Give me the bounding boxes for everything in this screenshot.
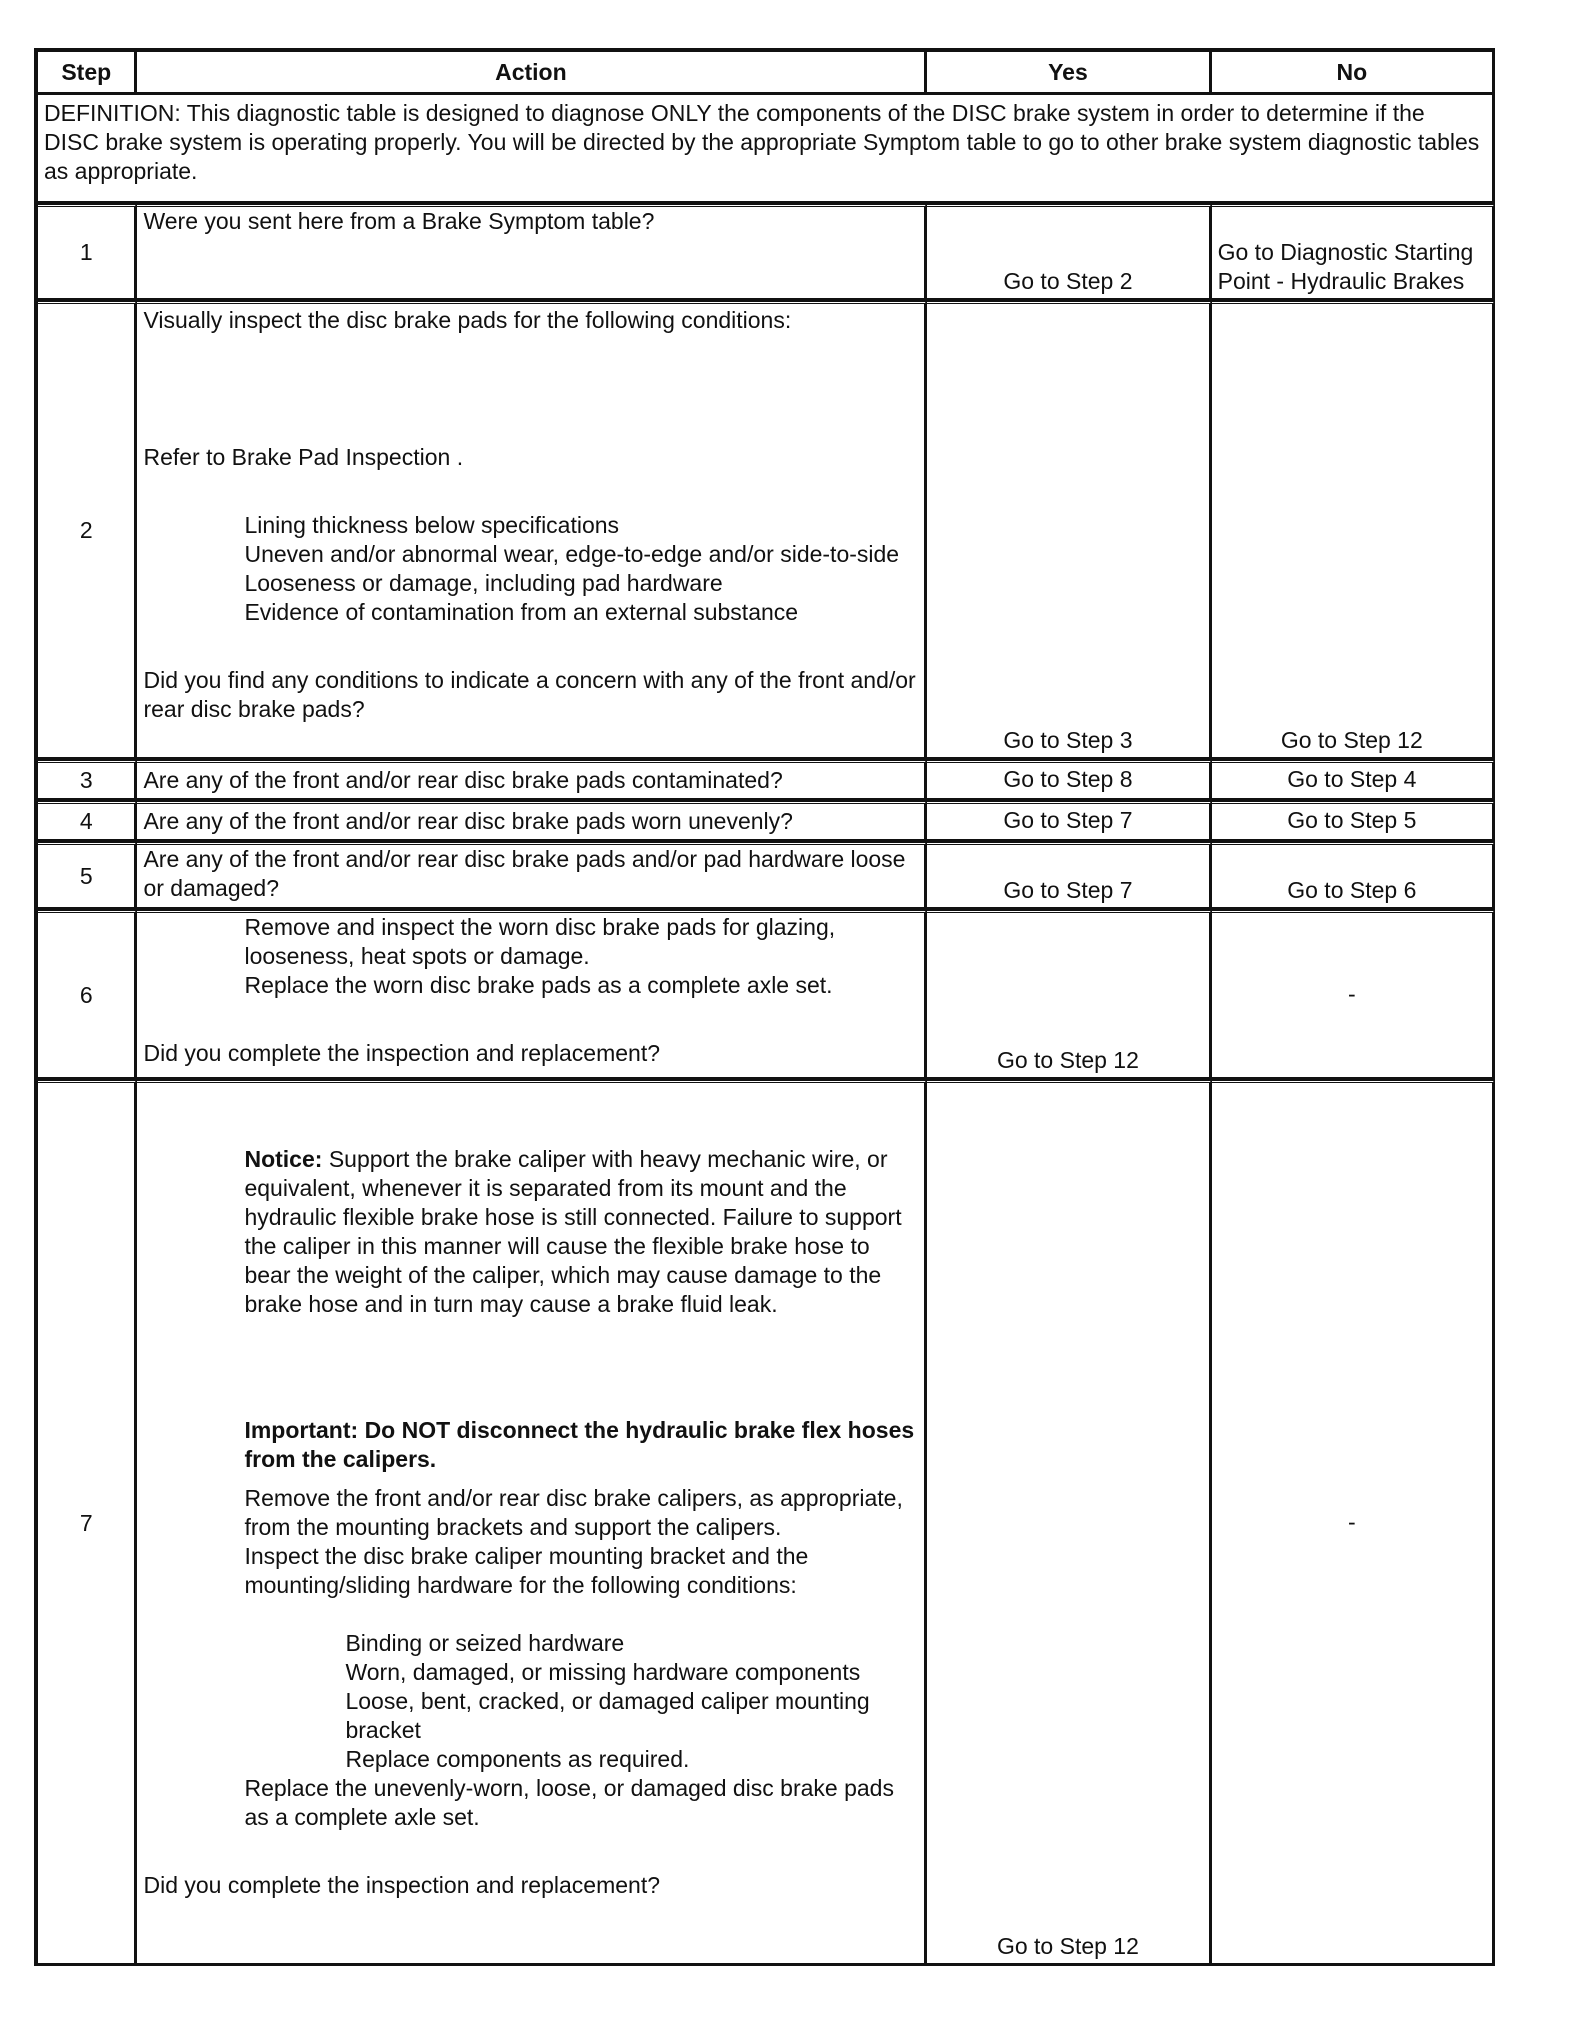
notice-label: Notice: [244,1146,323,1172]
important-text: Important: Do NOT disconnect the hydraulic brake flex hoses from the calipers. [244,1417,915,1472]
list-item: Uneven and/or abnormal wear, edge-to-edge and/or side-to-side [244,541,900,567]
table-row [38,801,1495,842]
table-row [38,760,1495,801]
procedure-step: Remove the front and/or rear disc brake calipers, as appropriate, from the mounting brackets and support the calipers. [244,1485,903,1540]
yes-cell: Go to Step 8 [927,760,1211,801]
condition-list [143,511,918,627]
no-cell: - [1212,910,1495,1080]
procedure-step: Inspect the disc brake caliper mounting bracket and the mounting/sliding hardware for the following conditions: [244,1543,809,1598]
notice-block [143,1145,918,1319]
question: Did you find any conditions to indicate a concern with any of the front and/or rear disc brake pads? [143,667,916,722]
sub-condition-list [143,1629,918,1774]
list-item: Replace components as required. [345,1746,690,1772]
step-number: 6 [38,910,137,1080]
step-number: 3 [38,760,137,801]
no-cell: - [1212,1080,1495,1966]
list-item: Remove and inspect the worn disc brake pads for glazing, looseness, heat spots or damage. [244,914,836,969]
yes-cell: Go to Step 12 [927,910,1211,1080]
list-item: Worn, damaged, or missing hardware components [345,1659,861,1685]
table-row [38,1080,1495,1966]
list-item: Evidence of contamination from an external substance [244,599,799,625]
procedure-step: Replace the unevenly-worn, loose, or damaged disc brake pads as a complete axle set. [244,1775,894,1830]
important-block [143,1416,918,1474]
list-item: Binding or seized hardware [345,1630,625,1656]
list-item: Replace the worn disc brake pads as a complete axle set. [244,972,833,998]
step-number: 5 [38,842,137,910]
yes-cell: Go to Step 7 [927,801,1211,842]
header-action: Action [137,52,927,95]
no-cell: Go to Step 6 [1212,842,1495,910]
notice-text: Support the brake caliper with heavy mechanic wire, or equivalent, whenever it is separated from its mount and the hydraulic flexible brake hose is still connected. Failure to support the caliper in this manner will cause the flexible brake hose to bear the weight of the caliper, which may cause damage to the brake hose and in turn may cause a brake fluid leak. [244,1146,902,1317]
no-cell: Go to Step 5 [1212,801,1495,842]
yes-cell: Go to Step 2 [927,204,1211,301]
list-item: Loose, bent, cracked, or damaged caliper mounting bracket [345,1688,870,1743]
yes-cell: Go to Step 3 [927,301,1211,760]
table-row [38,842,1495,910]
question: Did you complete the inspection and replacement? [143,1872,661,1898]
no-cell: Go to Diagnostic Starting Point - Hydraulic Brakes [1212,204,1495,301]
action-intro: Visually inspect the disc brake pads for the following conditions: [143,307,792,333]
question: Are any of the front and/or rear disc brake pads contaminated? [137,760,927,801]
yes-cell: Go to Step 12 [927,1080,1211,1966]
instruction-list [143,913,918,1000]
refer-text: Refer to Brake Pad Inspection . [143,444,464,470]
question: Are any of the front and/or rear disc brake pads and/or pad hardware loose or damaged? [137,842,927,910]
action-cell [137,1080,927,1966]
list-item: Looseness or damage, including pad hardware [244,570,723,596]
list-item: Lining thickness below specifications [244,512,620,538]
procedure-block [143,1774,918,1832]
no-cell: Go to Step 4 [1212,760,1495,801]
step-number: 1 [38,204,137,301]
header-row [38,52,1495,95]
table-row [38,301,1495,760]
definition-row [38,95,1495,204]
header-step: Step [38,52,137,95]
action-cell [137,910,927,1080]
diagnostic-table [34,48,1495,1966]
table-row [38,204,1495,301]
step-number: 4 [38,801,137,842]
step-number: 7 [38,1080,137,1966]
procedure-block [143,1484,918,1600]
header-yes: Yes [927,52,1211,95]
table-row [38,910,1495,1080]
header-no: No [1212,52,1495,95]
no-cell: Go to Step 12 [1212,301,1495,760]
question: Did you complete the inspection and replacement? [143,1040,661,1066]
action-cell [137,204,927,301]
question: Are any of the front and/or rear disc brake pads worn unevenly? [137,801,927,842]
action-cell [137,301,927,760]
step-number: 2 [38,301,137,760]
definition-text: DEFINITION: This diagnostic table is designed to diagnose ONLY the components of the DISC brake system in order to determine if the DISC brake system is operating properly. You will be directed by the appropriate Symptom table to go to other brake system diagnostic tables as appropriate. [38,95,1495,204]
diagnostic-table-page [34,48,1495,1966]
question: Were you sent here from a Brake Symptom table? [143,208,655,234]
yes-cell: Go to Step 7 [927,842,1211,910]
